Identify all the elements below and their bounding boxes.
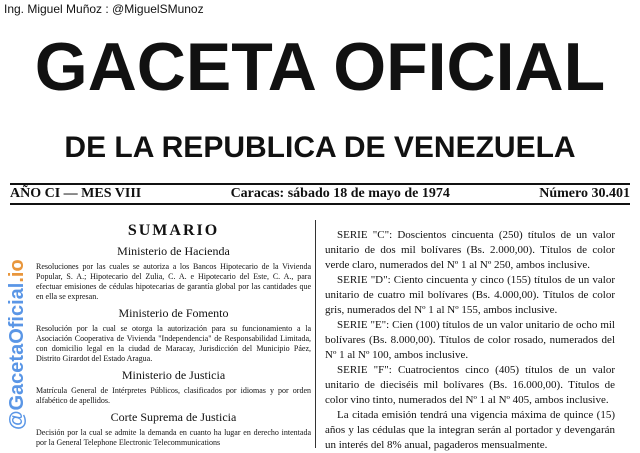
watermark — [4, 259, 30, 430]
issue-number: Número 30.401 — [539, 186, 630, 201]
section-text: Resolución por la cual se otorga la autorización para su funcionamiento a la Asociación Cooperativa de Vivienda "Independencia" de Responsabilidad Limitada, con domicilio legal en la ciudad de Maracay, Jurisdicción del Municipio Páez, Distrito Girardot del Estado Aragua. — [36, 324, 311, 363]
paragraph: La citada emisión tendrá una vigencia máxima de quince (15) años y las cédulas que la integran serán al portador y devengarán un interés del 8% anual, pagaderos mensualmente. — [325, 409, 615, 451]
masthead-title: GACETA OFICIAL — [34, 29, 606, 105]
sumario-heading: SUMARIO — [127, 222, 220, 239]
issue-label: AÑO CI — MES VIII — [10, 186, 142, 201]
section-title: Ministerio de Fomento — [118, 306, 229, 320]
section-text: Decisión por la cual se admite la demanda en cuanto ha lugar en derecho intentada por la General Telephone Electronic Telecommunications — [36, 428, 311, 447]
column-divider — [315, 220, 316, 448]
watermark-main: @GacetaOficial — [6, 282, 28, 430]
section-text: Matrícula General de Intérpretes Públicos, clasificados por idiomas y por orden alfabético de apellidos. — [36, 386, 311, 405]
paragraph: SERIE "F": Cuatrocientos cinco (405) títulos de un valor unitario de dieciséis mil bolívares (Bs. 16.000,00). Títulos de color vino tinto, numerados del Nº 1 al Nº 405, ambos inclusive. — [325, 364, 615, 406]
paragraph: SERIE "D": Ciento cincuenta y cinco (155) títulos de un valor unitario de cuatro mil bolívares (Bs. 4.000,00). Títulos de color gris, numerados del Nº 1 al Nº 155, ambos inclusive. — [325, 274, 615, 316]
author-credit: Ing. Miguel Muñoz : @MiguelSMunoz — [4, 2, 204, 16]
section-text: Resoluciones por las cuales se autoriza a los Bancos Hipotecario de la Vivienda Popular, S. A.; Hipotecario del Zulia, C. A. e Hipotecario del Este, C. A., para efectuar emisiones de cédulas hipotecarias de garantía global por las cantidades que en ella se expresan. — [36, 262, 311, 301]
section-title: Ministerio de Hacienda — [117, 244, 230, 258]
body-column — [325, 228, 615, 453]
paragraph: SERIE "E": Cien (100) títulos de un valor unitario de ocho mil bolívares (Bs. 8.000,00). Títulos de color rosado, numerados del Nº 1 al Nº 100, ambos inclusive. — [325, 319, 615, 361]
paragraph: SERIE "C": Doscientos cincuenta (250) títulos de un valor unitario de dos mil bolívares (Bs. 2.000,00). Títulos de color verde claro, numerados del Nº 1 al Nº 250, ambos inclusive. — [325, 229, 615, 271]
watermark-tld: .io — [6, 259, 28, 283]
section-title: Ministerio de Justicia — [121, 368, 226, 382]
dateline — [10, 183, 630, 205]
sumario-column — [36, 222, 311, 448]
masthead-subtitle: DE LA REPUBLICA DE VENEZUELA — [64, 131, 576, 164]
issue-date: Caracas: sábado 18 de mayo de 1974 — [230, 186, 450, 201]
section-title: Corte Suprema de Justicia — [110, 410, 237, 424]
